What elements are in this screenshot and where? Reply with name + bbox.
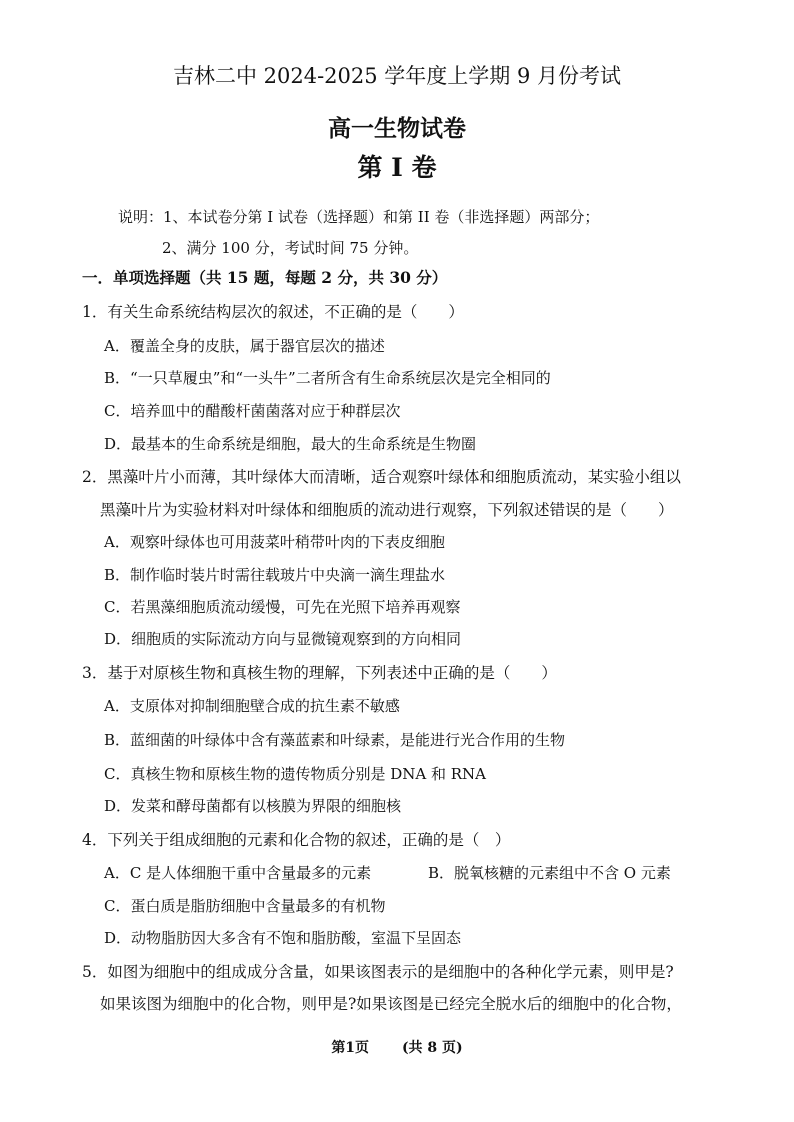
question-4-stem: 4．下列关于组成细胞的元素和化合物的叙述，正确的是（ ） [82,831,511,849]
section-title: 一．单项选择题（共 15 题，每题 2 分，共 30 分） [82,268,448,287]
subject-title: 高一生物试卷 [328,115,466,142]
question-2-option-d: D．细胞质的实际流动方向与显微镜观察到的方向相同 [104,630,462,648]
volume-title: 第 I 卷 [357,153,437,182]
question-4-option-a: A．C 是人体细胞干重中含量最多的元素 [104,864,372,882]
question-4-option-d: D．动物脂肪因大多含有不饱和脂肪酸，室温下呈固态 [104,929,462,947]
exam-title: 吉林二中 2024-2025 学年度上学期 9 月份考试 [172,64,622,88]
page-footer [0,1037,794,1057]
question-1-option-c: C．培养皿中的醋酸杆菌菌落对应于种群层次 [104,402,401,420]
page-number: 第1页 [331,1040,370,1056]
question-3-option-b: B．蓝细菌的叶绿体中含有藻蓝素和叶绿素，是能进行光合作用的生物 [104,731,566,749]
question-1-stem: 1．有关生命系统结构层次的叙述，不正确的是（ ） [82,303,464,321]
question-5-stem-line-1: 5．如图为细胞中的组成成分含量，如果该图表示的是细胞中的各种化学元素，则甲是? [82,963,674,981]
question-3-stem: 3．基于对原核生物和真核生物的理解，下列表述中正确的是（ ） [82,664,557,682]
note-line-2: 2、满分 100 分，考试时间 75 分钟。 [162,239,419,257]
question-3-option-a: A．支原体对抑制细胞壁合成的抗生素不敏感 [104,697,400,715]
question-2-stem-line-1: 2．黑藻叶片小而薄，其叶绿体大而清晰，适合观察叶绿体和细胞质流动，某实验小组以 [82,468,681,486]
question-3-option-d: D．发菜和酵母菌都有以核膜为界限的细胞核 [104,797,402,815]
question-1-option-b: B．“一只草履虫”和“一头牛”二者所含有生命系统层次是完全相同的 [104,369,551,387]
question-1-option-a: A．覆盖全身的皮肤，属于器官层次的描述 [104,337,385,355]
question-2-option-b: B．制作临时装片时需往载玻片中央滴一滴生理盐水 [104,566,446,584]
question-4-option-b: B．脱氧核糖的元素组中不含 O 元素 [428,864,671,882]
question-1-option-d: D．最基本的生命系统是细胞，最大的生命系统是生物圈 [104,435,477,453]
question-5-stem-line-2: 如果该图为细胞中的化合物，则甲是?如果该图是已经完全脱水后的细胞中的化合物， [100,995,682,1013]
question-2-stem-line-2: 黑藻叶片为实验材料对叶绿体和细胞质的流动进行观察，下列叙述错误的是（ ） [100,501,674,519]
note-line-1: 说明：1、本试卷分第 I 试卷（选择题）和第 II 卷（非选择题）两部分； [118,208,600,226]
question-3-option-c: C．真核生物和原核生物的遗传物质分别是 DNA 和 RNA [104,765,487,783]
question-4-option-c: C．蛋白质是脂肪细胞中含量最多的有机物 [104,897,386,915]
page-total: (共 8 页) [401,1040,463,1056]
question-2-option-c: C．若黑藻细胞质流动缓慢，可先在光照下培养再观察 [104,598,461,616]
question-2-option-a: A．观察叶绿体也可用菠菜叶稍带叶肉的下表皮细胞 [104,533,445,551]
